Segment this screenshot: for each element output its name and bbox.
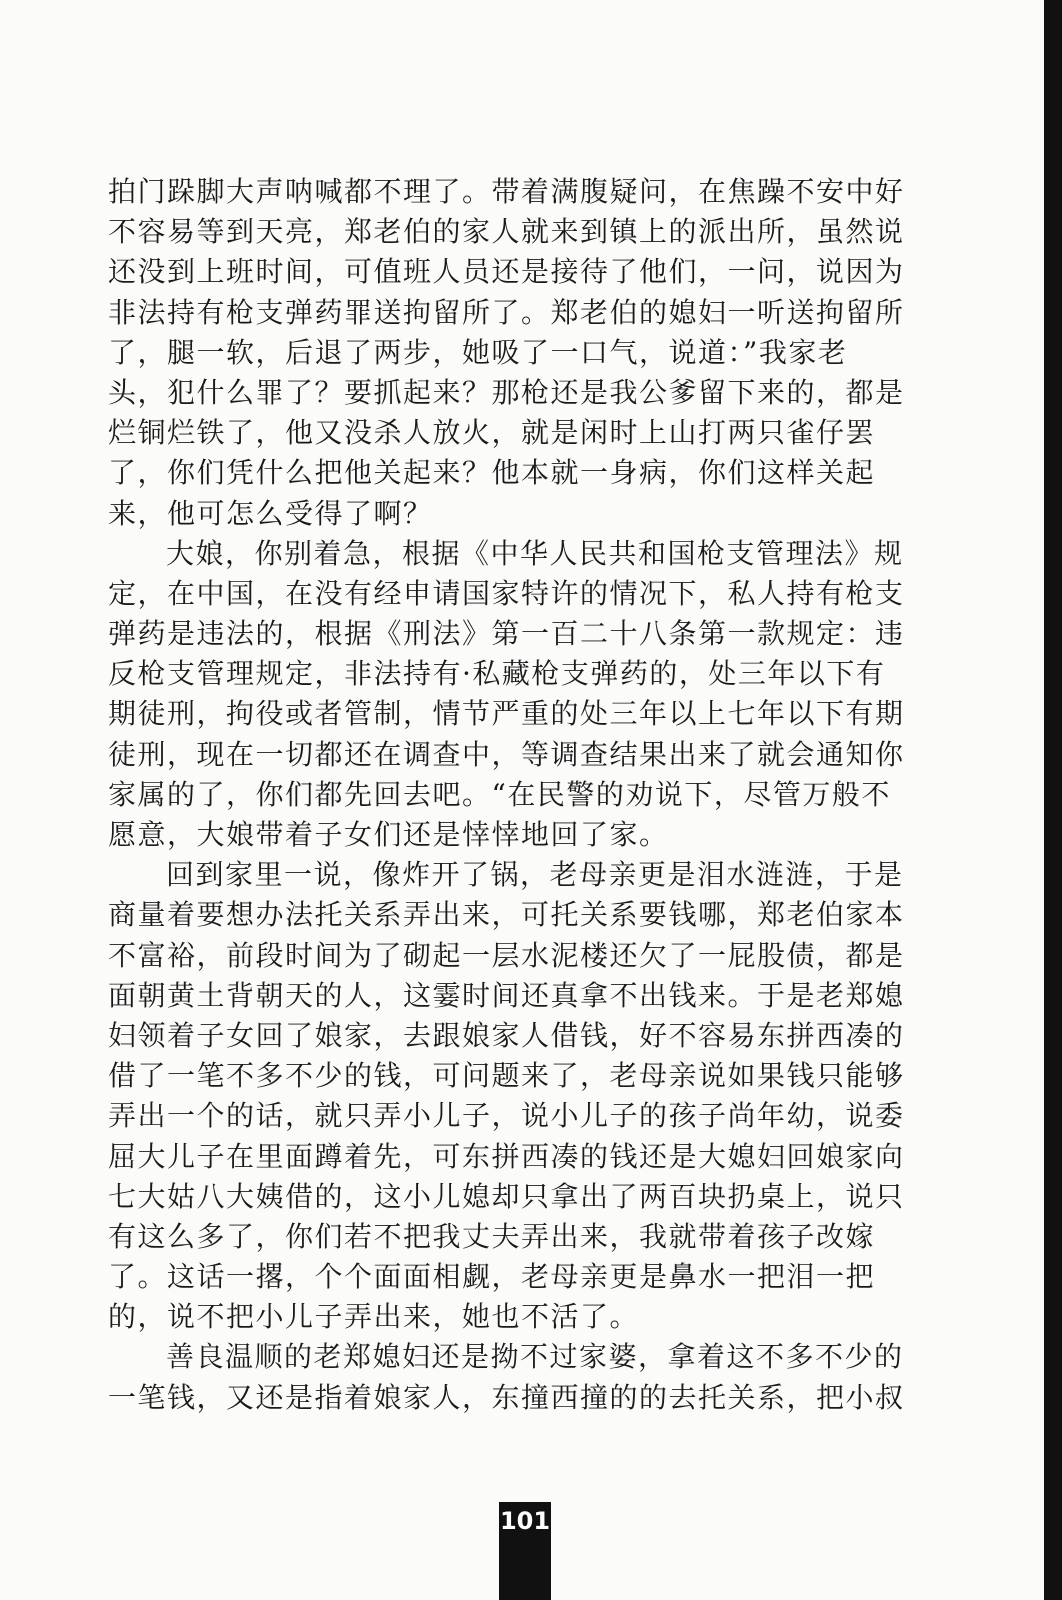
body-text [108,172,916,1418]
text-line-24: 弄出一个的话，就只弄小儿子，说小儿子的孩子尚年幼，说委 [108,1099,905,1133]
text-line-10: 大娘，你别着急，根据《中华人民共和国枪支管理法》规 [166,536,904,570]
text-line-30: 善良温顺的老郑媳妇还是拗不过家婆，拿着这不多不少的 [166,1340,904,1374]
text-line-21: 面朝黄土背朝天的人，这霎时间还真拿不出钱来。于是老郑媳 [108,978,905,1012]
text-line-6: 头，犯什么罪了？要抓起来？那枪还是我公爹留下来的，都是 [108,375,905,409]
text-line-23: 借了一笔不多不少的钱，可问题来了，老母亲说如果钱只能够 [108,1059,905,1093]
text-line-25: 屈大儿子在里面蹲着先，可东拼西凑的钱还是大媳妇回娘家向 [108,1139,905,1173]
text-line-5: 了，腿一软，后退了两步，她吸了一口气，说道：”我家老 [108,335,848,369]
text-line-29: 的，说不把小儿子弄出来，她也不活了。 [108,1300,640,1334]
text-line-3: 还没到上班时间，可值班人员还是接待了他们，一问，说因为 [108,255,905,289]
text-line-22: 妇领着子女回了娘家，去跟娘家人借钱，好不容易东拼西凑的 [108,1018,905,1052]
text-line-18: 回到家里一说，像炸开了锅，老母亲更是泪水涟涟，于是 [166,858,904,892]
text-line-27: 有这么多了，你们若不把我丈夫弄出来，我就带着孩子改嫁 [108,1219,876,1253]
scan-edge [1044,0,1062,1600]
text-line-7: 烂铜烂铁了，他又没杀人放火，就是闲时上山打两只雀仔罢 [108,416,876,450]
text-line-4: 非法持有枪支弹药罪送拘留所了。郑老伯的媳妇一听送拘留所 [108,295,905,329]
page-number-tab [499,1540,551,1600]
text-line-1: 拍门跺脚大声呐喊都不理了。带着满腹疑问，在焦躁不安中好 [108,175,905,208]
text-line-12: 弹药是违法的，根据《刑法》第一百二十八条第一款规定：违 [108,617,905,651]
text-line-26: 七大姑八大姨借的，这小儿媳却只拿出了两百块扔桌上，说只 [108,1179,905,1213]
text-line-31: 一笔钱，又还是指着娘家人，东撞西撞的的去托关系，把小叔 [108,1380,905,1414]
text-line-8: 了，你们凭什么把他关起来？他本就一身病，你们这样关起 [108,456,876,490]
text-line-17: 愿意，大娘带着子女们还是悻悻地回了家。 [108,818,669,851]
text-line-19: 商量着要想办法托关系弄出来，可托关系要钱哪，郑老伯家本 [108,898,905,932]
text-line-14: 期徒刑，拘役或者管制，情节严重的处三年以上七年以下有期 [108,697,905,731]
text-line-13: 反枪支管理规定，非法持有·私藏枪支弹药的，处三年以下有 [108,657,886,691]
text-line-16: 家属的了，你们都先回去吧。“在民警的劝说下，尽管万般不 [108,777,891,811]
text-line-9: 来，他可怎么受得了啊？ [108,496,433,530]
text-line-28: 了。这话一撂，个个面面相觑，老母亲更是鼻水一把泪一把 [108,1260,876,1294]
text-line-11: 定，在中国，在没有经申请国家特许的情况下，私人持有枪支 [108,576,905,610]
page-number: 101 [499,1502,551,1540]
text-line-15: 徒刑，现在一切都还在调查中，等调查结果出来了就会通知你 [108,737,905,771]
text-line-2: 不容易等到天亮，郑老伯的家人就来到镇上的派出所，虽然说 [108,215,905,249]
text-line-20: 不富裕，前段时间为了砌起一层水泥楼还欠了一屁股债，都是 [108,938,905,972]
